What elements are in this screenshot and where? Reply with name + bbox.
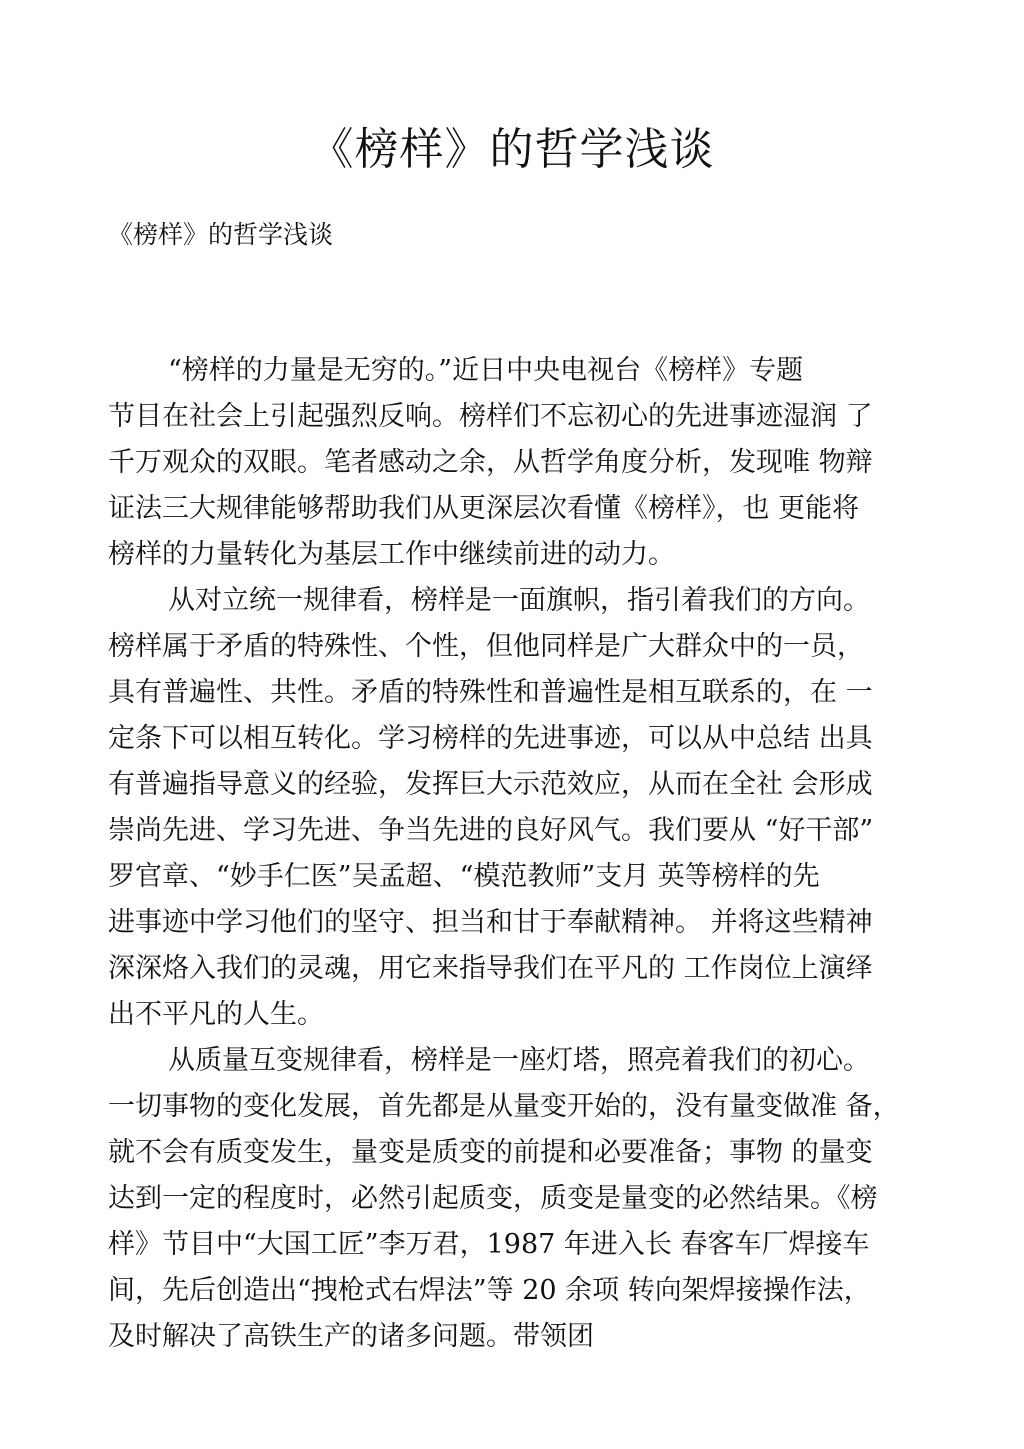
- body-line: 就不会有质变发生，量变是质变的前提和必要准备；事物 的量变: [108, 1137, 873, 1168]
- body-line: 及时解决了高铁生产的诸多问题。带领团: [108, 1321, 594, 1352]
- body-line: 证法三大规律能够帮助我们从更深层次看懂《榜样》，也 更能将: [108, 493, 860, 524]
- body-line: 具有普遍性、共性。矛盾的特殊性和普遍性是相互联系的，在 一: [108, 677, 873, 708]
- body-line: 出不平凡的人生。: [108, 999, 324, 1030]
- body-line: 进事迹中学习他们的坚守、担当和甘于奉献精神。 并将这些精神: [108, 907, 873, 938]
- document-subtitle: 《榜样》的哲学浅谈: [108, 220, 334, 249]
- body-line: 千万观众的双眼。笔者感动之余，从哲学角度分析，发现唯 物辩: [108, 447, 873, 478]
- body-line: 间，先后创造出“拽枪式右焊法”等 20 余项 转向架焊接操作法，: [108, 1275, 871, 1306]
- document-body: [108, 348, 938, 1360]
- body-line: 一切事物的变化发展，首先都是从量变开始的，没有量变做准 备，: [108, 1091, 900, 1122]
- document-title: 《榜样》的哲学浅谈: [309, 124, 715, 175]
- body-line: 样》节目中“大国工匠”李万君，1987 年进入长 春客车厂焊接车: [108, 1229, 870, 1260]
- body-line: 从质量互变规律看，榜样是一座灯塔，照亮着我们的初心。: [168, 1045, 870, 1076]
- body-line: 榜样的力量转化为基层工作中继续前进的动力。: [108, 539, 675, 570]
- body-line: 崇尚先进、学习先进、争当先进的良好风气。我们要从 “好干部”: [108, 815, 874, 846]
- body-line: 深深烙入我们的灵魂，用它来指导我们在平凡的 工作岗位上演绎: [108, 953, 873, 984]
- body-line: 罗官章、“妙手仁医”吴孟超、“模范教师”支月 英等榜样的先: [108, 861, 820, 892]
- body-line: 从对立统一规律看，榜样是一面旗帜，指引着我们的方向。: [168, 585, 870, 616]
- body-line: 定条下可以相互转化。学习榜样的先进事迹，可以从中总结 出具: [108, 723, 873, 754]
- body-line: 达到一定的程度时，必然引起质变，质变是量变的必然结果。《榜: [108, 1183, 878, 1214]
- body-line: 节目在社会上引起强烈反响。榜样们不忘初心的先进事迹湿润 了: [108, 401, 873, 432]
- body-line: 有普遍指导意义的经验，发挥巨大示范效应，从而在全社 会形成: [108, 769, 873, 800]
- body-line: “榜样的力量是无穷的。”近日中央电视台《榜样》专题: [168, 355, 804, 386]
- body-line: 榜样属于矛盾的特殊性、个性，但他同样是广大群众中的一员，: [108, 631, 864, 662]
